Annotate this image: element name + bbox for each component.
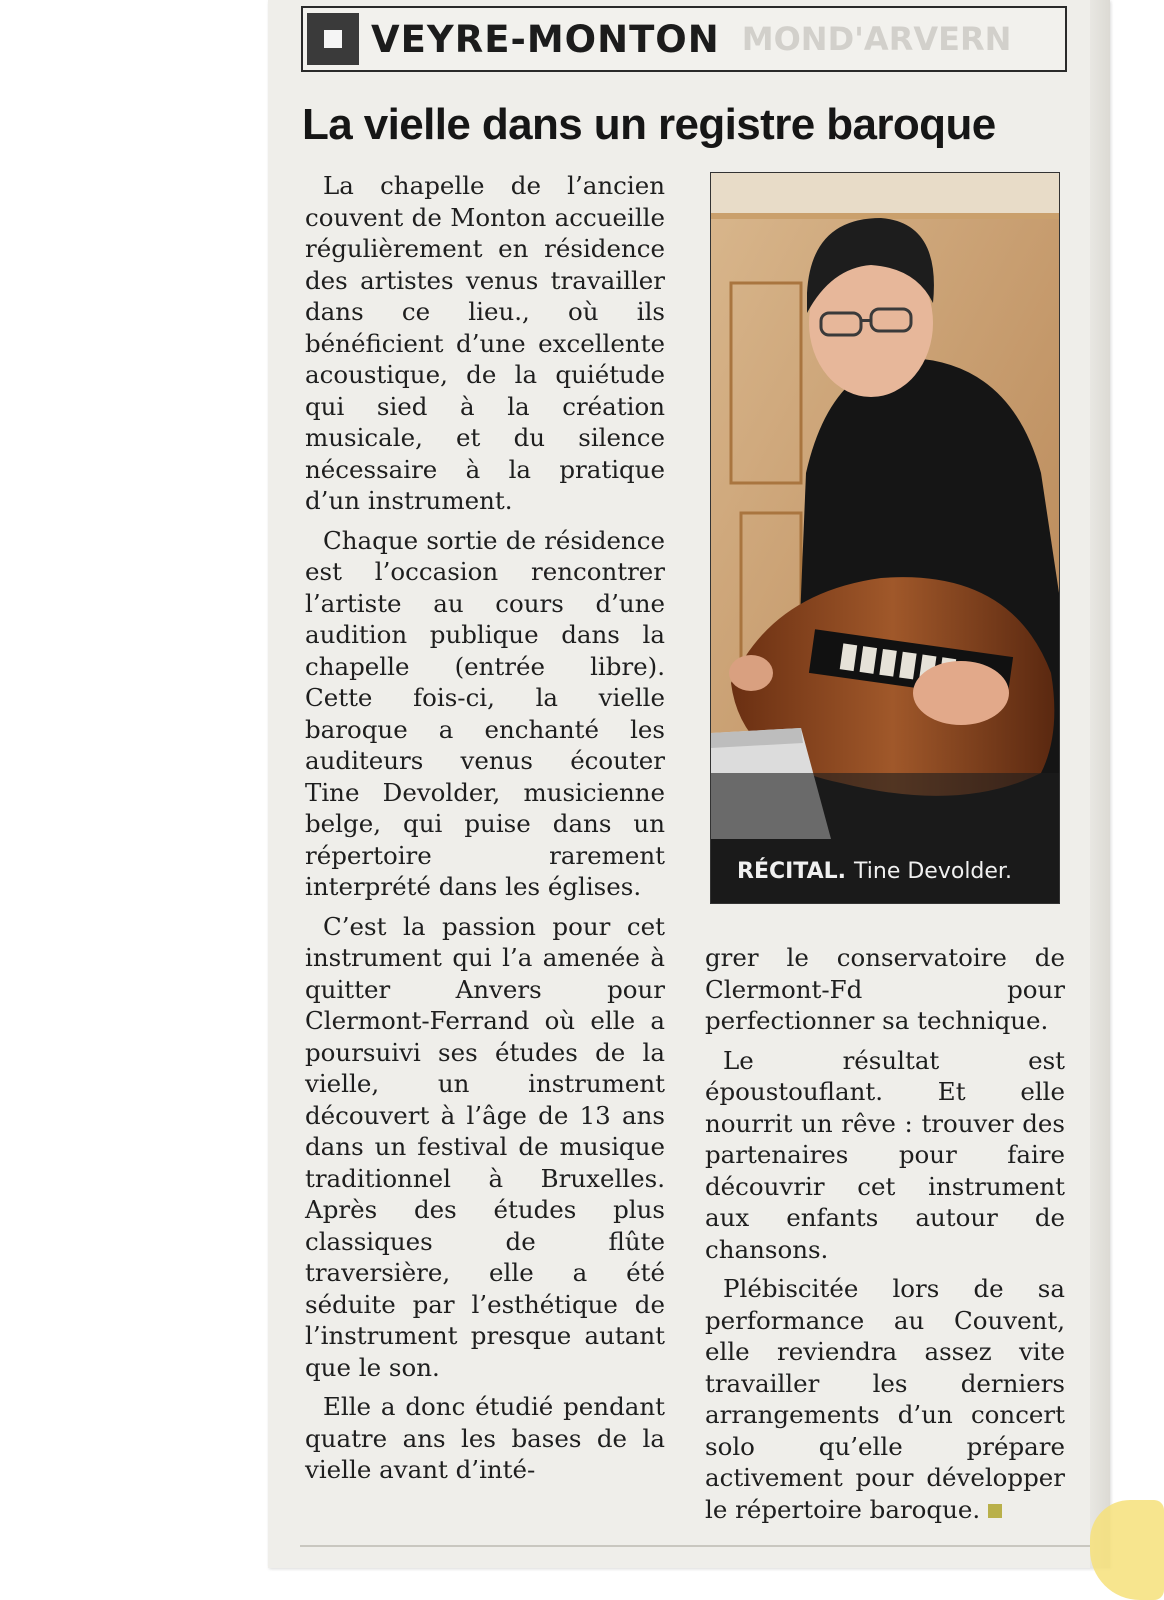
article-column-right	[705, 942, 1065, 1533]
paragraph	[705, 1273, 1065, 1525]
paragraph: La chapelle de l’ancien couvent de Monton accueille régulièrement en résidence des artistes venus travailler dans ce lieu., où ils bénéficient d’une excellente acoustique, de la quiétude qui sied à la création musicale, et du silence nécessaire à la pratique d’un instrument.	[305, 171, 665, 515]
clipping-bottom-edge	[300, 1545, 1090, 1547]
paragraph: Chaque sortie de résidence est l’occasion rencontrer l’artiste au cours d’une audition publique dans la chapelle (entrée libre). Cette fois-ci, la vielle baroque a enchanté les auditeurs venus écouter Tine Devolder, musicienne belge, qui puise dans un répertoire rarement interprété dans les églises.	[305, 525, 665, 901]
paragraph: C’est la passion pour cet instrument qui l’a amenée à quitter Anvers pour Clermont-Ferrand où elle a poursuivi ses études de la vielle, un instrument découvert à l’âge de 13 ans dans un festival de musique traditionnel à Bruxelles. Après des études plus classiques de flûte traversière, elle a été séduite par l’esthétique de l’instrument presque autant que le son.	[305, 911, 665, 1382]
caption-text: Tine Devolder.	[854, 858, 1012, 884]
end-square-icon	[988, 1504, 1002, 1518]
paragraph-text: Plébiscitée lors de sa performance au Couvent, elle reviendra assez vite travailler les derniers arrangements d’un concert solo qu’elle prépare activement pour développer le répertoire baroque.	[705, 1274, 1065, 1524]
photo-caption	[711, 839, 1059, 903]
paragraph: Elle a donc étudié pendant quatre ans les bases de la vielle avant d’inté-	[305, 1392, 665, 1484]
paragraph: grer le conservatoire de Clermont-Fd pour perfectionner sa technique.	[705, 943, 1065, 1035]
clipping-edge	[1090, 0, 1110, 1568]
yellow-stain	[1090, 1500, 1164, 1600]
section-label: VEYRE-MONTON	[371, 17, 720, 61]
square-bullet-icon	[307, 13, 359, 65]
caption-label: RÉCITAL.	[737, 858, 847, 884]
section-header	[301, 6, 1067, 72]
article-photo	[710, 172, 1060, 904]
article-column-left	[305, 170, 665, 1494]
article-headline: La vielle dans un registre baroque	[302, 100, 996, 149]
paragraph: Le résultat est époustouflant. Et elle nourrit un rêve : trouver des partenaires pour faire découvrir cet instrument aux enfants autour de chansons.	[705, 1045, 1065, 1264]
musician-photo	[711, 173, 1059, 839]
neighbor-section-label: MOND'ARVERN	[741, 20, 1012, 58]
